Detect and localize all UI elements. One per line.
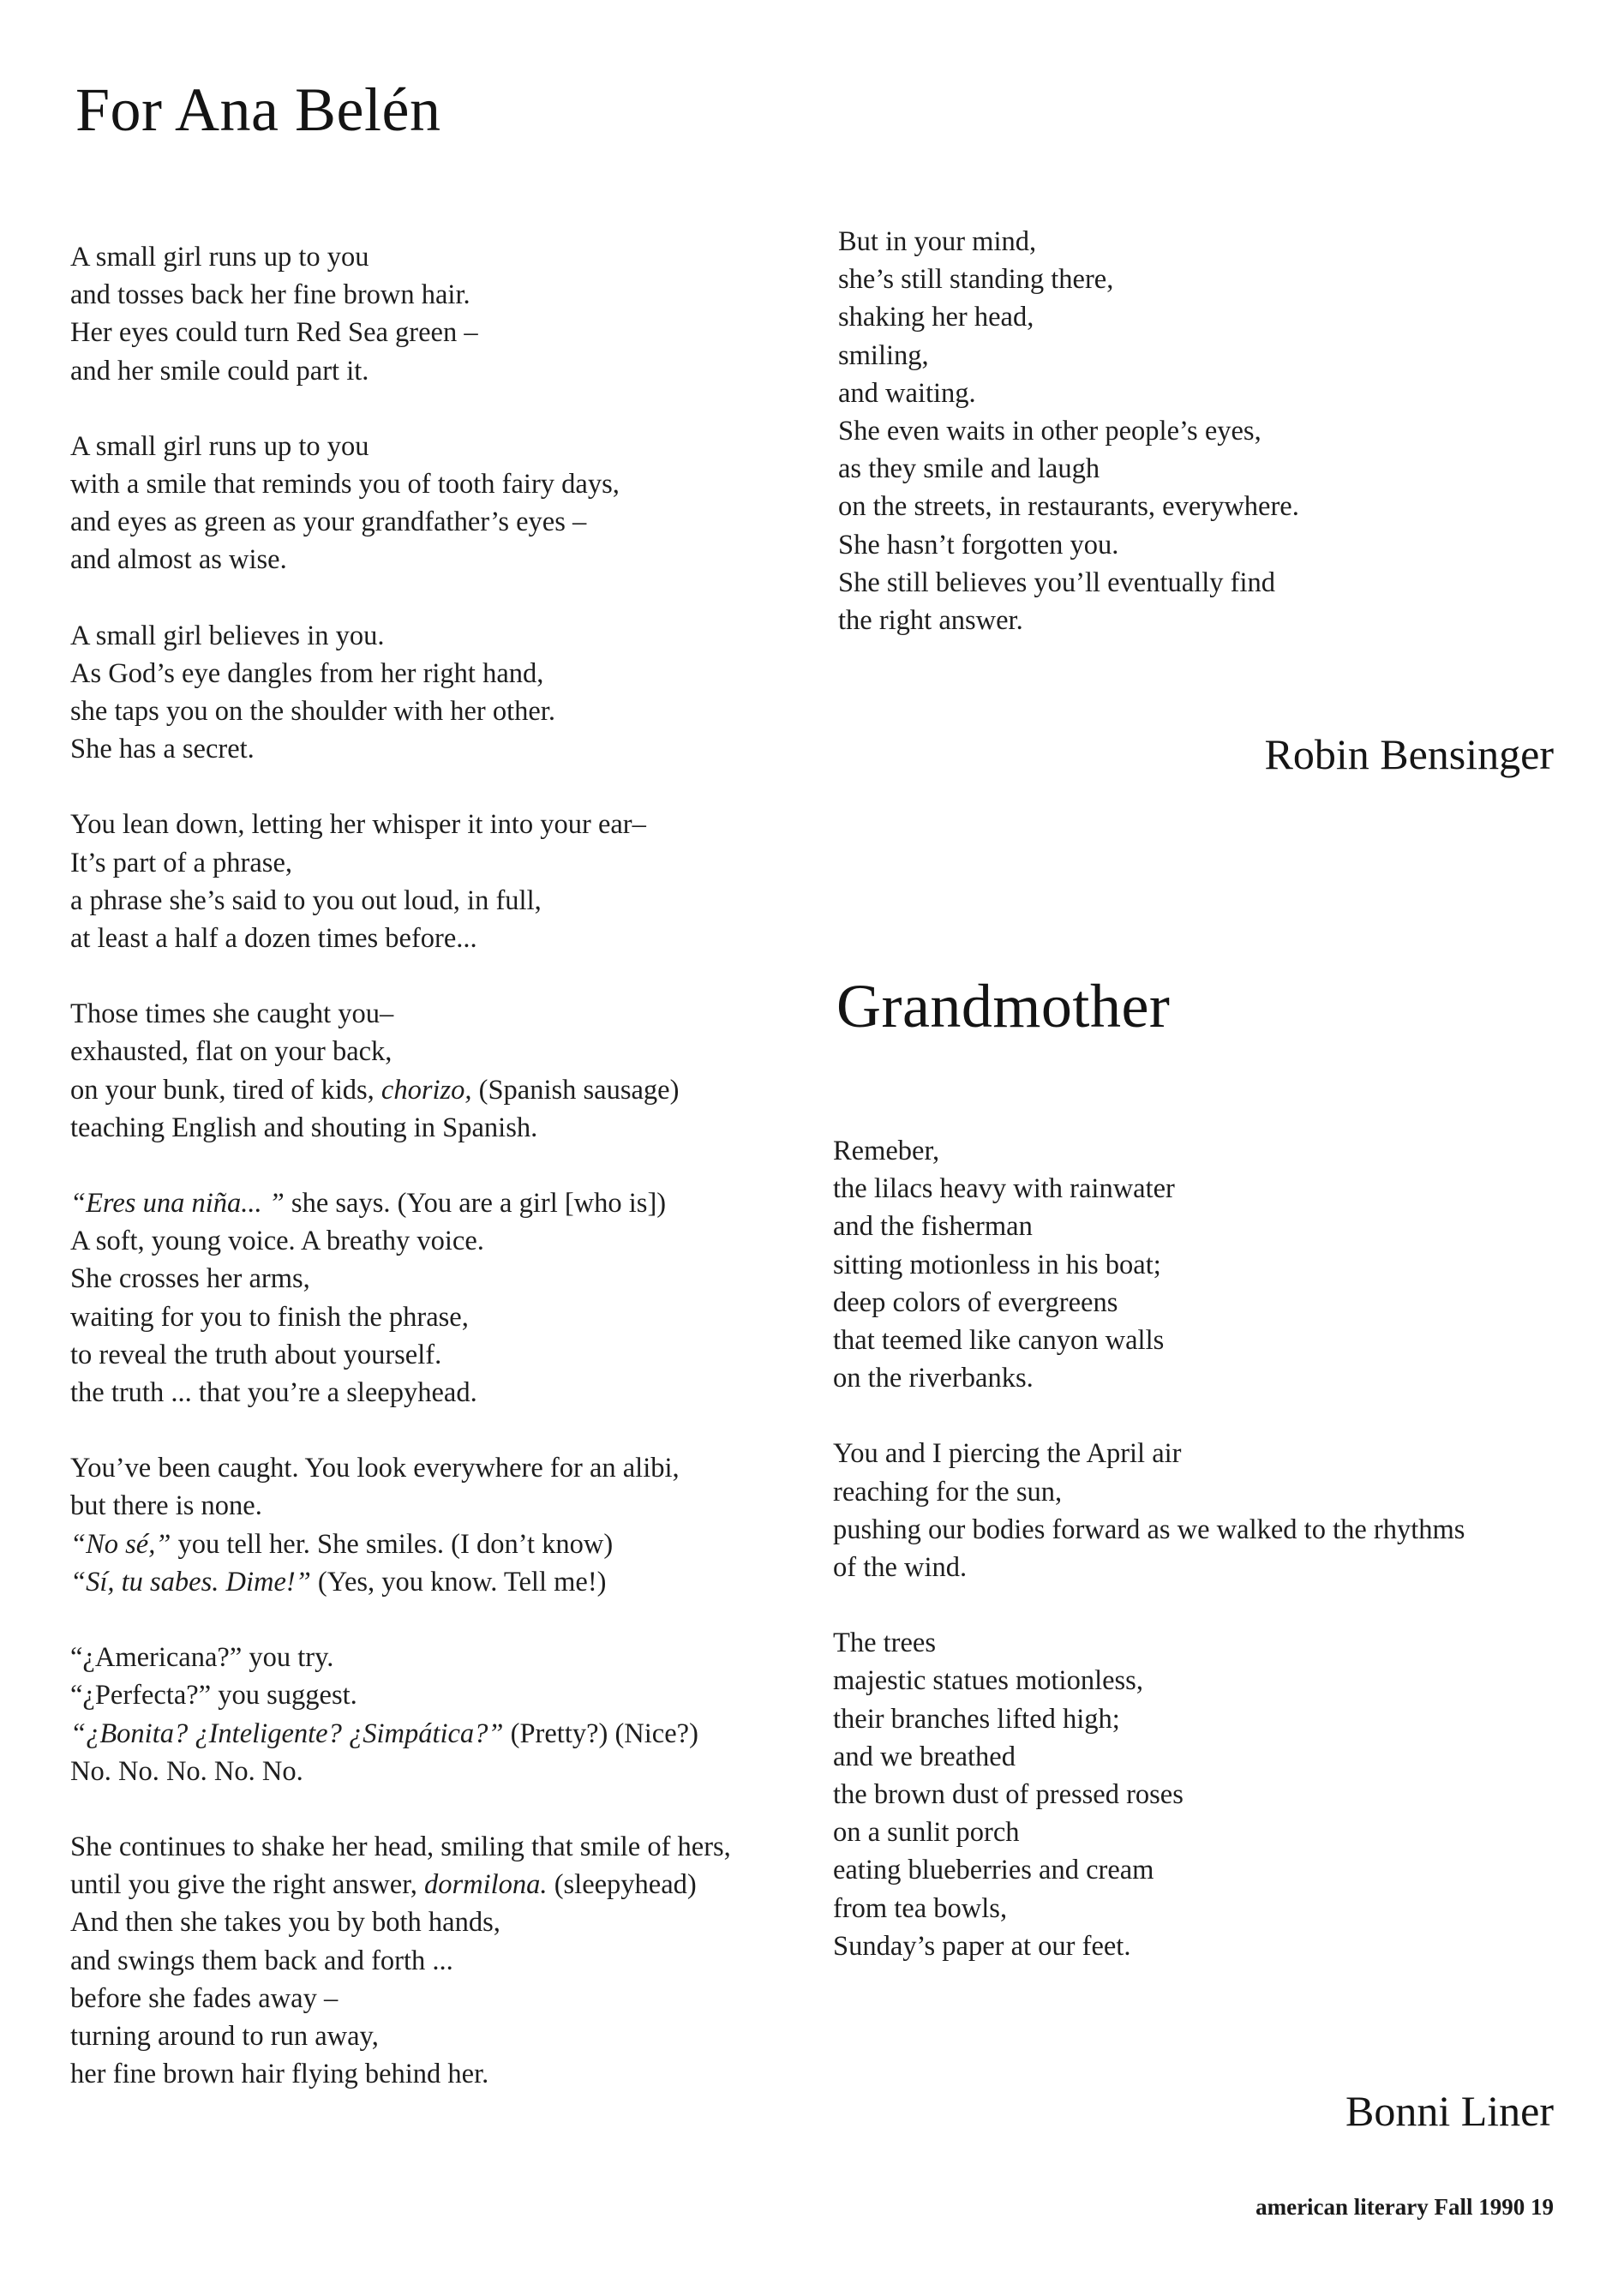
stanza <box>70 428 807 579</box>
text: (Yes, you know. Tell me!) <box>310 1566 607 1598</box>
text: and we breathed <box>833 1741 1016 1772</box>
page-footer: american literary Fall 1990 19 <box>1255 2194 1554 2220</box>
text: she says. (You are a girl [who is]) <box>284 1188 667 1220</box>
text: You and I piercing the April air <box>833 1438 1182 1470</box>
poem-line <box>833 1511 1561 1549</box>
stanza <box>70 995 807 1147</box>
text: “¿Perfecta?” you suggest. <box>70 1680 357 1712</box>
text: and almost as wise. <box>70 544 287 576</box>
poem-line <box>70 1980 807 2017</box>
poem-line <box>838 488 1575 525</box>
stanza <box>70 1449 807 1601</box>
italic-text: “Sí, tu sabes. Dime!” <box>70 1566 311 1598</box>
poem-line <box>70 2017 807 2055</box>
poem-body-grandmother <box>833 1132 1561 1965</box>
poem-line <box>833 1359 1561 1397</box>
poem-line <box>70 428 807 465</box>
text: to reveal the truth about yourself. <box>70 1339 442 1370</box>
poem-line <box>838 375 1575 412</box>
poem-line <box>833 1738 1561 1776</box>
text: turning around to run away, <box>70 2020 379 2052</box>
poem-line <box>70 1942 807 1980</box>
text: on your bunk, tired of kids, <box>70 1074 381 1106</box>
text: the brown dust of pressed roses <box>833 1779 1184 1811</box>
poem-line <box>833 1624 1561 1662</box>
poem-line <box>70 1526 807 1563</box>
text: the lilacs heavy with rainwater <box>833 1173 1175 1205</box>
stanza <box>70 238 807 390</box>
text: and swings them back and forth ... <box>70 1945 453 1976</box>
text: deep colors of evergreens <box>833 1286 1118 1318</box>
poem-line <box>70 692 807 730</box>
text: she’s still standing there, <box>838 264 1114 296</box>
text: as they smile and laugh <box>838 453 1100 485</box>
poem-line <box>838 526 1575 564</box>
poem-line <box>70 1109 807 1147</box>
stanza <box>833 1132 1561 1397</box>
poem-line <box>838 298 1575 336</box>
text: Sunday’s paper at our feet. <box>833 1930 1131 1962</box>
text: and her smile could part it. <box>70 355 369 387</box>
poem-line <box>70 1298 807 1336</box>
poem-line <box>70 1222 807 1260</box>
poem-line <box>70 995 807 1033</box>
text: but there is none. <box>70 1490 262 1522</box>
stanza <box>70 1828 807 2093</box>
text: A soft, young voice. A breathy voice. <box>70 1226 484 1257</box>
poem-line <box>70 1449 807 1487</box>
poem-line <box>70 503 807 541</box>
poem-line <box>838 602 1575 639</box>
text: from tea bowls, <box>833 1892 1008 1924</box>
italic-text: “¿Bonita? ¿Inteligente? ¿Simpática?” <box>70 1718 504 1749</box>
poem-line <box>833 1813 1561 1851</box>
stanza <box>833 1624 1561 1965</box>
poem-line <box>833 1435 1561 1472</box>
stanza <box>838 223 1575 639</box>
text: before she fades away – <box>70 1982 339 2014</box>
poem-line <box>838 223 1575 261</box>
stanza <box>70 1639 807 1790</box>
stanza <box>833 1435 1561 1586</box>
text: until you give the right answer, <box>70 1869 424 1901</box>
text: She still believes you’ll eventually find <box>838 567 1275 598</box>
poem-line <box>70 1753 807 1790</box>
text: the right answer. <box>838 605 1023 637</box>
poem-line <box>70 920 807 957</box>
italic-text: “No sé,” <box>70 1528 171 1560</box>
text: on the riverbanks. <box>833 1363 1034 1394</box>
text: and waiting. <box>838 377 976 409</box>
poem-line <box>70 541 807 578</box>
text: with a smile that reminds you of tooth fairy days, <box>70 469 620 501</box>
poem-line <box>833 1662 1561 1700</box>
poem-title-grandmother: Grandmother <box>836 972 1171 1040</box>
poem-line <box>833 1473 1561 1511</box>
text: sitting motionless in his boat; <box>833 1249 1161 1280</box>
poem-line <box>833 1284 1561 1322</box>
text: shaking her head, <box>838 302 1034 333</box>
poem-line <box>838 564 1575 602</box>
text: It’s part of a phrase, <box>70 847 293 878</box>
poem-title-for-ana-belen: For Ana Belén <box>75 75 441 144</box>
poem-line <box>70 2055 807 2093</box>
text: You’ve been caught. You look everywhere for an alibi, <box>70 1453 680 1484</box>
text: The trees <box>833 1628 937 1659</box>
poem-line <box>70 882 807 920</box>
poem-line <box>70 465 807 503</box>
poem-line <box>833 1246 1561 1284</box>
author-bonni-liner: Bonni Liner <box>1345 2087 1554 2135</box>
poem-body-for-ana-belen-continued <box>838 223 1575 639</box>
poem-line <box>70 1336 807 1374</box>
text: and the fisherman <box>833 1211 1033 1243</box>
text: her fine brown hair flying behind her. <box>70 2059 489 2090</box>
text: majestic statues motionless, <box>833 1665 1143 1697</box>
poem-line <box>833 1170 1561 1208</box>
poem-line <box>833 1549 1561 1586</box>
poem-line <box>833 1132 1561 1170</box>
text: A small girl runs up to you <box>70 242 369 273</box>
poem-line <box>70 844 807 882</box>
text: reaching for the sun, <box>833 1476 1063 1508</box>
text: of the wind. <box>833 1552 968 1584</box>
text: Remeber, <box>833 1136 940 1166</box>
italic-text: chorizo, <box>381 1074 472 1106</box>
italic-text: dormilona. <box>424 1869 548 1901</box>
text: smiling, <box>838 339 929 371</box>
poem-line <box>70 1715 807 1753</box>
text: she taps you on the shoulder with her other. <box>70 696 555 728</box>
text: the truth ... that you’re a sleepyhead. <box>70 1377 477 1409</box>
text: and tosses back her fine brown hair. <box>70 279 470 311</box>
text: at least a half a dozen times before... <box>70 923 477 955</box>
poem-line <box>833 1208 1561 1245</box>
text: She crosses her arms, <box>70 1263 310 1295</box>
poem-line <box>70 238 807 276</box>
poem-line <box>70 352 807 390</box>
text: A small girl runs up to you <box>70 430 369 462</box>
poem-line <box>70 730 807 768</box>
poem-line <box>70 1184 807 1222</box>
poem-line <box>70 314 807 351</box>
poem-line <box>833 1851 1561 1889</box>
poem-line <box>833 1322 1561 1359</box>
stanza <box>70 1184 807 1412</box>
text: eating blueberries and cream <box>833 1855 1154 1886</box>
author-robin-bensinger: Robin Bensinger <box>1264 730 1554 778</box>
text: a phrase she’s said to you out loud, in full, <box>70 884 542 916</box>
poem-line <box>70 1866 807 1903</box>
text: that teemed like canyon walls <box>833 1325 1165 1357</box>
text: on the streets, in restaurants, everywhere. <box>838 491 1299 523</box>
italic-text: “Eres una niña... ” <box>70 1188 285 1220</box>
poem-line <box>838 261 1575 298</box>
stanza <box>70 617 807 769</box>
text: She hasn’t forgotten you. <box>838 529 1119 561</box>
poem-line <box>70 1676 807 1714</box>
poem-line <box>70 1563 807 1601</box>
poem-line <box>70 1487 807 1525</box>
poem-line <box>70 1639 807 1676</box>
poem-line <box>70 1033 807 1070</box>
text: (Pretty?) (Nice?) <box>503 1718 698 1749</box>
poem-line <box>838 450 1575 488</box>
text: She continues to shake her head, smiling that smile of hers, <box>70 1831 731 1862</box>
text: pushing our bodies forward as we walked to the rhythms <box>833 1514 1465 1545</box>
poem-line <box>833 1700 1561 1738</box>
poem-line <box>70 617 807 655</box>
text: on a sunlit porch <box>833 1817 1020 1849</box>
stanza <box>70 806 807 957</box>
text: But in your mind, <box>838 226 1037 257</box>
text: She even waits in other people’s eyes, <box>838 416 1261 447</box>
text: A small girl believes in you. <box>70 620 385 651</box>
poem-line <box>838 337 1575 375</box>
poem-line <box>70 655 807 692</box>
poem-body-for-ana-belen <box>70 238 807 2093</box>
poem-line <box>70 806 807 843</box>
text: Those times she caught you– <box>70 998 394 1030</box>
text: (Spanish sausage) <box>471 1074 680 1106</box>
text: She has a secret. <box>70 734 255 765</box>
text: Her eyes could turn Red Sea green – <box>70 317 478 349</box>
text: “¿Americana?” you try. <box>70 1642 334 1674</box>
poem-line <box>833 1776 1561 1813</box>
text: waiting for you to finish the phrase, <box>70 1301 469 1333</box>
text: And then she takes you by both hands, <box>70 1907 500 1939</box>
poem-line <box>833 1927 1561 1965</box>
text: No. No. No. No. No. <box>70 1755 303 1787</box>
text: exhausted, flat on your back, <box>70 1036 393 1068</box>
text: As God’s eye dangles from her right hand, <box>70 657 544 689</box>
poem-line <box>70 276 807 314</box>
poem-line <box>833 1890 1561 1927</box>
text: their branches lifted high; <box>833 1703 1120 1735</box>
text: teaching English and shouting in Spanish. <box>70 1112 538 1143</box>
poem-line <box>70 1071 807 1109</box>
poem-line <box>70 1374 807 1412</box>
text: and eyes as green as your grandfather’s eyes – <box>70 507 587 538</box>
poem-line <box>70 1260 807 1298</box>
poem-line <box>70 1828 807 1866</box>
poem-line <box>838 412 1575 450</box>
text: You lean down, letting her whisper it into your ear– <box>70 809 646 841</box>
text: (sleepyhead) <box>547 1869 697 1901</box>
poem-line <box>70 1903 807 1941</box>
text: you tell her. She smiles. (I don’t know) <box>171 1528 614 1560</box>
